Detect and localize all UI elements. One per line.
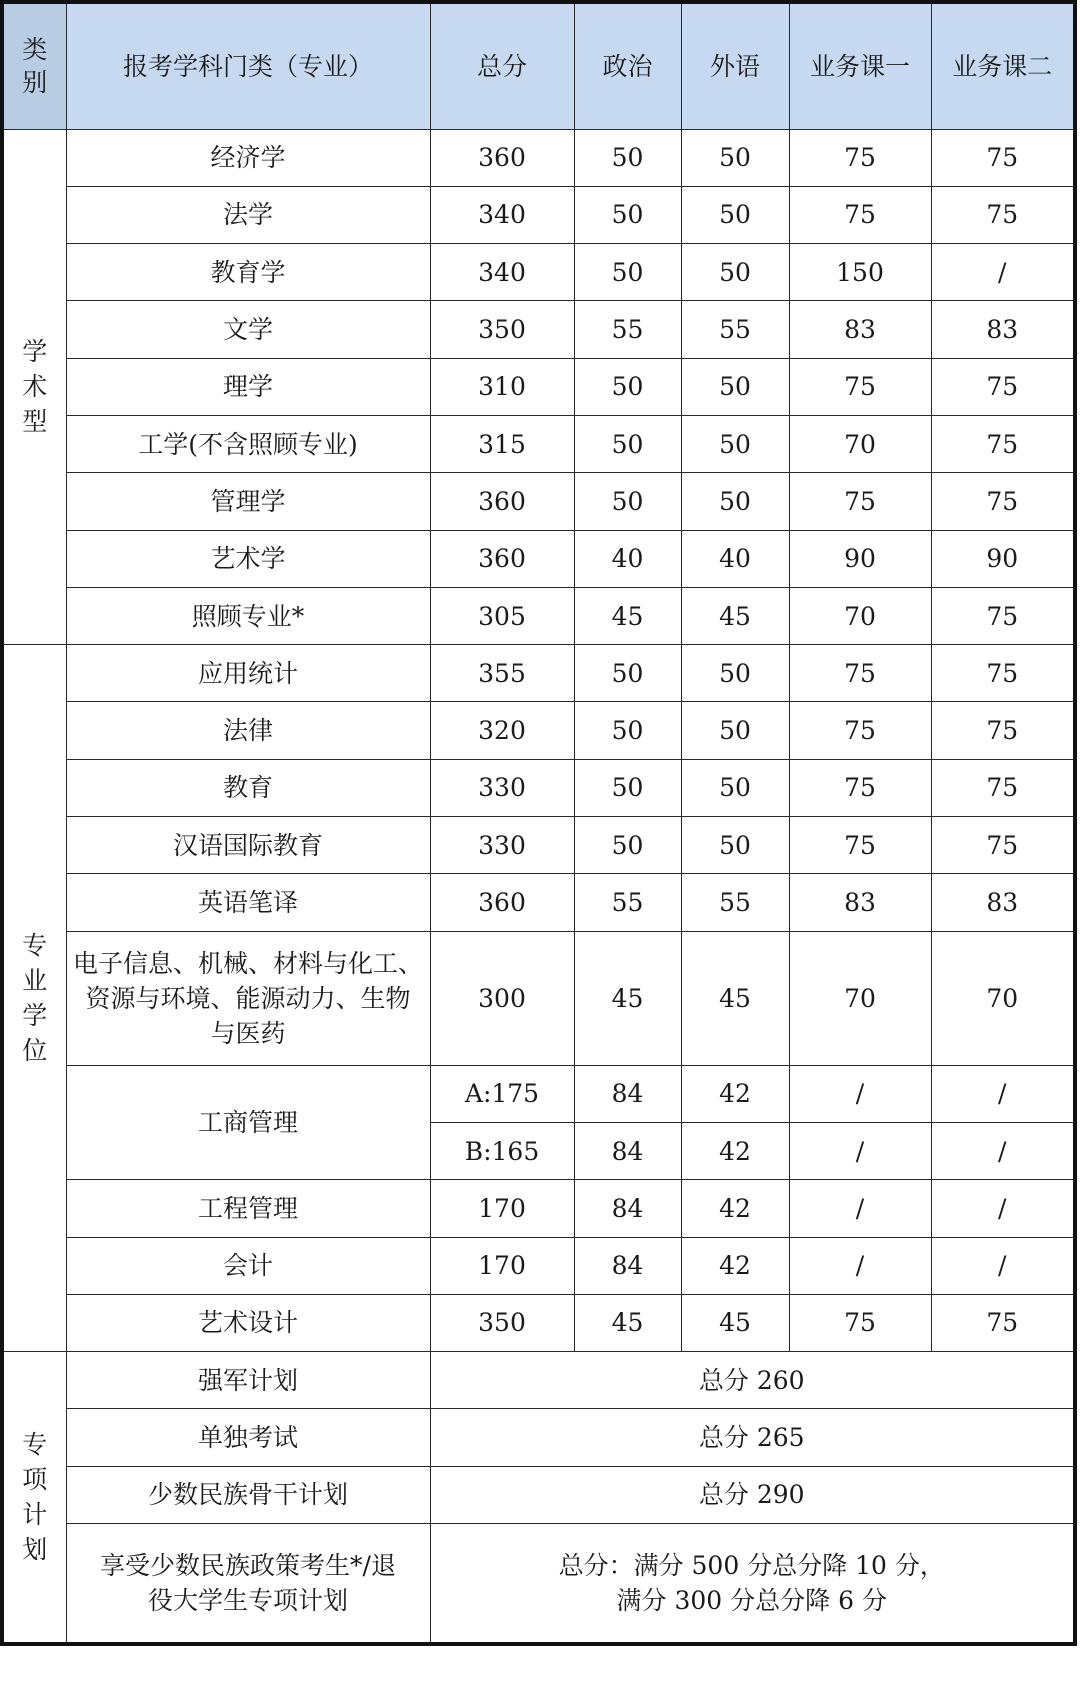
course2-cell: 75: [931, 645, 1075, 702]
table-row: [2, 473, 1075, 530]
table-row: [2, 530, 1075, 587]
total-cell: 360: [430, 874, 574, 931]
total-cell: 300: [430, 931, 574, 1065]
course2-cell: 75: [931, 415, 1075, 472]
table-row: [2, 415, 1075, 472]
course2-cell: /: [931, 1065, 1075, 1122]
course1-cell: 75: [789, 186, 931, 243]
total-cell: 305: [430, 587, 574, 644]
total-cell: 350: [430, 301, 574, 358]
politics-cell: 50: [574, 415, 681, 472]
subject-line: 电子信息、机械、材料与化工、: [72, 948, 423, 978]
summary-cell: 总分 260: [430, 1352, 1075, 1409]
table-row: [2, 874, 1075, 931]
subject-cell: 法学: [66, 186, 430, 243]
table-row: [2, 129, 1075, 186]
subject-cell: 单独考试: [66, 1409, 430, 1466]
total-cell: 170: [430, 1237, 574, 1294]
politics-cell: 50: [574, 759, 681, 816]
course2-cell: 75: [931, 473, 1075, 530]
subject-cell: 教育学: [66, 244, 430, 301]
foreign-language-cell: 42: [681, 1180, 789, 1237]
foreign-language-cell: 55: [681, 301, 789, 358]
course2-cell: 75: [931, 702, 1075, 759]
subject-cell: 工商管理: [66, 1065, 430, 1180]
table-row: [2, 1524, 1075, 1644]
total-cell: 360: [430, 530, 574, 587]
subject-cell: 英语笔译: [66, 874, 430, 931]
subject-cell: 经济学: [66, 129, 430, 186]
course1-cell: 75: [789, 358, 931, 415]
foreign-language-cell: 45: [681, 1294, 789, 1351]
course1-cell: 70: [789, 931, 931, 1065]
course2-cell: 75: [931, 1294, 1075, 1351]
politics-cell: 84: [574, 1237, 681, 1294]
total-cell: 330: [430, 817, 574, 874]
course1-cell: /: [789, 1122, 931, 1179]
course2-cell: /: [931, 1180, 1075, 1237]
header-subject: 报考学科门类（专业）: [66, 2, 430, 129]
foreign-language-cell: 50: [681, 129, 789, 186]
politics-cell: 45: [574, 587, 681, 644]
course2-cell: 83: [931, 301, 1075, 358]
foreign-language-cell: 50: [681, 415, 789, 472]
total-cell: 360: [430, 473, 574, 530]
total-cell: 310: [430, 358, 574, 415]
foreign-language-cell: 50: [681, 817, 789, 874]
subject-line: 与医药: [210, 1018, 286, 1048]
politics-cell: 84: [574, 1065, 681, 1122]
table-row: [2, 702, 1075, 759]
total-cell: 170: [430, 1180, 574, 1237]
foreign-language-cell: 40: [681, 530, 789, 587]
course1-cell: 75: [789, 702, 931, 759]
subject-cell: 汉语国际教育: [66, 817, 430, 874]
politics-cell: 40: [574, 530, 681, 587]
foreign-language-cell: 42: [681, 1122, 789, 1179]
total-cell: 315: [430, 415, 574, 472]
foreign-language-cell: 50: [681, 702, 789, 759]
table-row: [2, 1237, 1075, 1294]
foreign-language-cell: 55: [681, 874, 789, 931]
subject-cell: 管理学: [66, 473, 430, 530]
foreign-language-cell: 42: [681, 1065, 789, 1122]
politics-cell: 50: [574, 186, 681, 243]
table-row: [2, 817, 1075, 874]
header-row: [2, 2, 1075, 129]
course2-cell: 75: [931, 358, 1075, 415]
table-row: [2, 244, 1075, 301]
total-cell: 340: [430, 186, 574, 243]
subject-cell-multiline: [66, 1524, 430, 1644]
course2-cell: 75: [931, 817, 1075, 874]
subject-cell: 照顾专业*: [66, 587, 430, 644]
course2-cell: 90: [931, 530, 1075, 587]
course1-cell: /: [789, 1180, 931, 1237]
total-cell: 350: [430, 1294, 574, 1351]
course1-cell: 75: [789, 1294, 931, 1351]
summary-line: 总分：满分 500 分总分降 10 分，: [558, 1550, 945, 1580]
course2-cell: /: [931, 1237, 1075, 1294]
course1-cell: 70: [789, 587, 931, 644]
table-row: [2, 587, 1075, 644]
course1-cell: 75: [789, 817, 931, 874]
course2-cell: 75: [931, 129, 1075, 186]
politics-cell: 45: [574, 931, 681, 1065]
subject-cell: 会计: [66, 1237, 430, 1294]
foreign-language-cell: 50: [681, 186, 789, 243]
summary-cell: 总分 290: [430, 1466, 1075, 1523]
course2-cell: /: [931, 244, 1075, 301]
total-cell: 320: [430, 702, 574, 759]
total-cell: 360: [430, 129, 574, 186]
table-row: [2, 1352, 1075, 1409]
subject-cell: 工学(不含照顾专业): [66, 415, 430, 472]
politics-cell: 84: [574, 1180, 681, 1237]
total-cell: 340: [430, 244, 574, 301]
foreign-language-cell: 42: [681, 1237, 789, 1294]
course1-cell: 75: [789, 473, 931, 530]
course1-cell: 75: [789, 759, 931, 816]
header-foreign-language: 外语: [681, 2, 789, 129]
subject-cell: 法律: [66, 702, 430, 759]
subject-cell: 艺术设计: [66, 1294, 430, 1351]
subject-cell: 少数民族骨干计划: [66, 1466, 430, 1523]
politics-cell: 50: [574, 473, 681, 530]
header-politics: 政治: [574, 2, 681, 129]
politics-cell: 45: [574, 1294, 681, 1351]
subject-line: 资源与环境、能源动力、生物: [85, 983, 411, 1013]
subject-cell: 艺术学: [66, 530, 430, 587]
course2-cell: 75: [931, 186, 1075, 243]
course2-cell: 83: [931, 874, 1075, 931]
course1-cell: 90: [789, 530, 931, 587]
politics-cell: 50: [574, 358, 681, 415]
course2-cell: /: [931, 1122, 1075, 1179]
politics-cell: 84: [574, 1122, 681, 1179]
course1-cell: 75: [789, 129, 931, 186]
foreign-language-cell: 50: [681, 358, 789, 415]
foreign-language-cell: 50: [681, 473, 789, 530]
table-row: [2, 186, 1075, 243]
course2-cell: 75: [931, 587, 1075, 644]
category-cell-special: 专项计划: [2, 1352, 66, 1644]
course1-cell: 150: [789, 244, 931, 301]
table-row: [2, 1466, 1075, 1523]
course2-cell: 70: [931, 931, 1075, 1065]
foreign-language-cell: 45: [681, 931, 789, 1065]
header-total: 总分: [430, 2, 574, 129]
subject-cell: 强军计划: [66, 1352, 430, 1409]
table-row: [2, 1180, 1075, 1237]
foreign-language-cell: 50: [681, 759, 789, 816]
table-row: [2, 645, 1075, 702]
subject-cell: 应用统计: [66, 645, 430, 702]
header-course2: 业务课二: [931, 2, 1075, 129]
header-course1: 业务课一: [789, 2, 931, 129]
total-cell: A:175: [430, 1065, 574, 1122]
subject-cell: 工程管理: [66, 1180, 430, 1237]
summary-cell-multiline: [430, 1524, 1075, 1644]
subject-line: 享受少数民族政策考生*/退: [100, 1550, 396, 1580]
table-row: [2, 1294, 1075, 1351]
category-cell-academic: 学术型: [2, 129, 66, 645]
table-row: [2, 759, 1075, 816]
course1-cell: 70: [789, 415, 931, 472]
politics-cell: 50: [574, 817, 681, 874]
foreign-language-cell: 50: [681, 244, 789, 301]
politics-cell: 50: [574, 129, 681, 186]
subject-cell: 教育: [66, 759, 430, 816]
politics-cell: 55: [574, 301, 681, 358]
course1-cell: /: [789, 1237, 931, 1294]
total-cell: B:165: [430, 1122, 574, 1179]
politics-cell: 50: [574, 702, 681, 759]
politics-cell: 50: [574, 645, 681, 702]
table-row: [2, 358, 1075, 415]
summary-cell: 总分 265: [430, 1409, 1075, 1466]
table-row: [2, 931, 1075, 1065]
summary-line: 满分 300 分总分降 6 分: [616, 1585, 887, 1615]
course2-cell: 75: [931, 759, 1075, 816]
subject-cell: 文学: [66, 301, 430, 358]
table-row: [2, 1065, 1075, 1122]
category-cell-professional: 专业学位: [2, 645, 66, 1352]
course1-cell: 83: [789, 874, 931, 931]
total-cell: 330: [430, 759, 574, 816]
table-row: [2, 301, 1075, 358]
course1-cell: 75: [789, 645, 931, 702]
foreign-language-cell: 50: [681, 645, 789, 702]
politics-cell: 50: [574, 244, 681, 301]
politics-cell: 55: [574, 874, 681, 931]
course1-cell: 83: [789, 301, 931, 358]
foreign-language-cell: 45: [681, 587, 789, 644]
subject-cell-multiline: [66, 931, 430, 1065]
subject-cell: 理学: [66, 358, 430, 415]
subject-line: 役大学生专项计划: [147, 1585, 348, 1615]
header-category: 类别: [2, 2, 66, 129]
table-row: [2, 1409, 1075, 1466]
total-cell: 355: [430, 645, 574, 702]
course1-cell: /: [789, 1065, 931, 1122]
